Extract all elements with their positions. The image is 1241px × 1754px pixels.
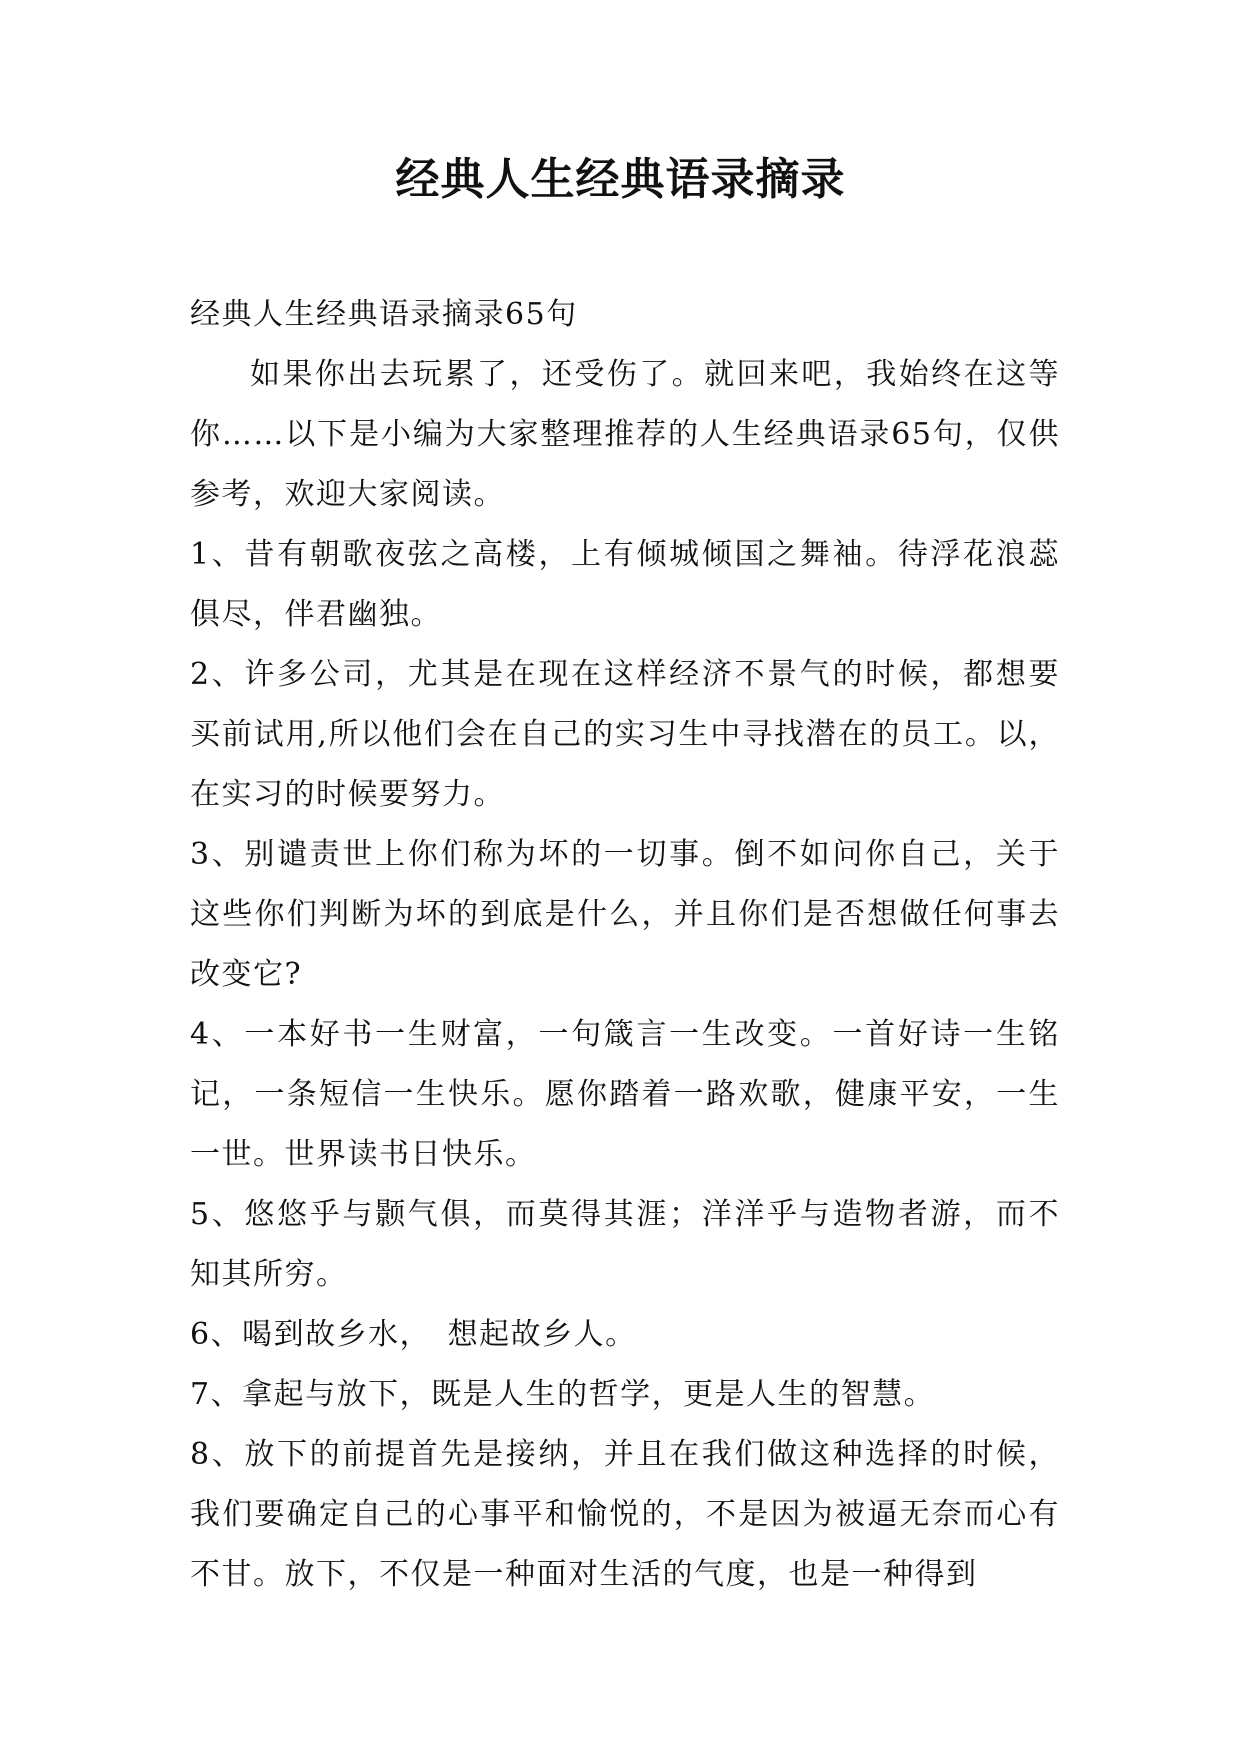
quote-4: 4、一本好书一生财富，一句箴言一生改变。一首好诗一生铭记，一条短信一生快乐。愿你踏着一路欢歌，健康平安，一生一世。世界读书日快乐。 bbox=[190, 1017, 1060, 1172]
document-subtitle: 经典人生经典语录摘录65句 bbox=[190, 297, 578, 332]
quote-6: 6、喝到故乡水， 想起故乡人。 bbox=[190, 1317, 637, 1352]
quote-1: 1、昔有朝歌夜弦之高楼，上有倾城倾国之舞袖。待浮花浪蕊俱尽，伴君幽独。 bbox=[190, 537, 1060, 632]
document-title: 经典人生经典语录摘录 bbox=[395, 154, 846, 205]
document-body bbox=[190, 285, 1060, 1605]
quote-8: 8、放下的前提首先是接纳，并且在我们做这种选择的时候，我们要确定自己的心事平和愉悦的，不是因为被逼无奈而心有不甘。放下，不仅是一种面对生活的气度，也是一种得到 bbox=[190, 1437, 1060, 1592]
quote-3: 3、别谴责世上你们称为坏的一切事。倒不如问你自己，关于这些你们判断为坏的到底是什么，并且你们是否想做任何事去改变它? bbox=[190, 837, 1060, 992]
quote-7: 7、拿起与放下，既是人生的哲学，更是人生的智慧。 bbox=[190, 1377, 936, 1412]
intro-paragraph: 如果你出去玩累了，还受伤了。就回来吧，我始终在这等你……以下是小编为大家整理推荐的人生经典语录65句，仅供参考，欢迎大家阅读。 bbox=[190, 357, 1060, 512]
quote-5: 5、悠悠乎与颢气俱，而莫得其涯；洋洋乎与造物者游，而不知其所穷。 bbox=[190, 1197, 1060, 1292]
quote-2: 2、许多公司，尤其是在现在这样经济不景气的时候，都想要买前试用,所以他们会在自己的实习生中寻找潜在的员工。以，在实习的时候要努力。 bbox=[190, 657, 1060, 812]
